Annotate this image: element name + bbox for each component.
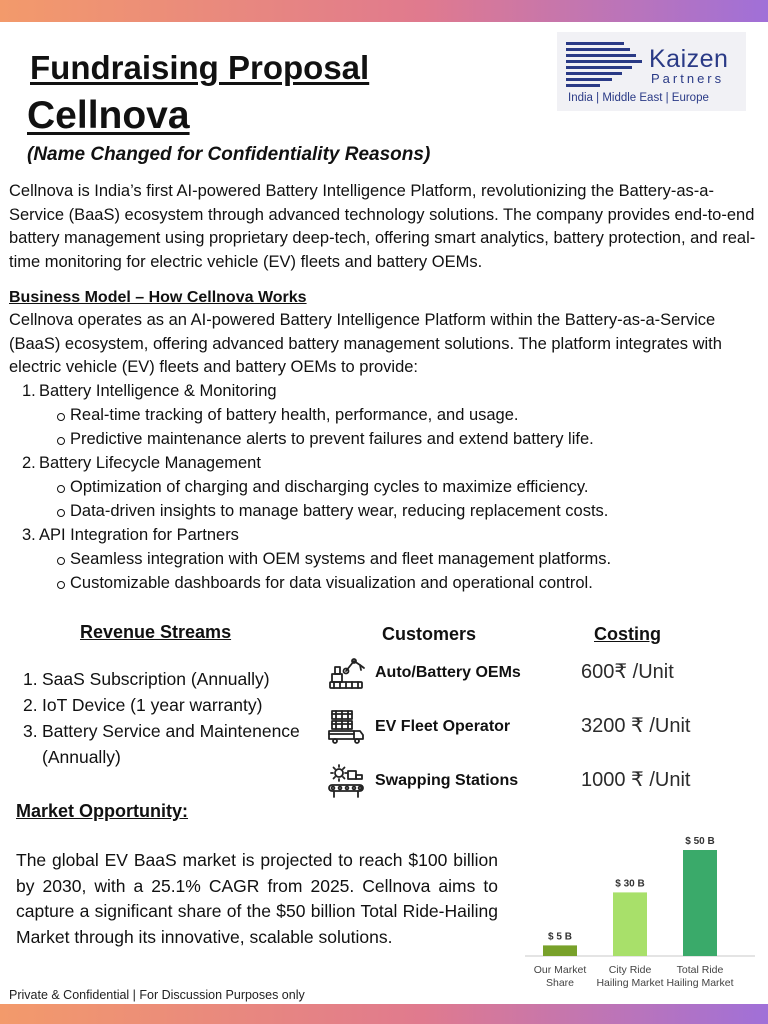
business-model-text: Cellnova operates as an AI-powered Battery Intelligence Platform within the Battery-as-a-Service (BaaS) ecosystem, offering advanced battery management solutions. The platform integrates with electric vehicle (EV) fleets and battery OEMs to provide: — [9, 311, 722, 376]
chart-category-label: Share — [545, 977, 575, 989]
feature-number: 2. — [22, 454, 36, 472]
logo-regions: India | Middle East | Europe — [568, 92, 709, 104]
fleet-truck-icon — [326, 709, 366, 745]
revenue-number: 3. — [23, 721, 38, 741]
market-size-bar-chart — [515, 830, 765, 995]
customer-cost: 3200 ₹ /Unit — [581, 715, 691, 737]
chart-data-label: $ 50 B — [685, 836, 715, 847]
intro-paragraph: Cellnova is India’s first AI-powered Battery Intelligence Platform, revolutionizing the Battery-as-a-Service (BaaS) ecosystem through advanced technology solutions. The company provides end-to-end battery management using proprietary deep-tech, offering smart analytics, battery protection, and real-time monitoring for electric vehicle (EV) fleets and battery OEMs. — [9, 182, 756, 271]
top-gradient-band — [0, 0, 768, 22]
logo-name: Kaizen — [649, 45, 729, 73]
chart-bar — [543, 945, 577, 956]
page-title: Fundraising Proposal — [30, 49, 370, 86]
customer-name: Swapping Stations — [375, 772, 519, 789]
chart-bar — [683, 850, 717, 956]
customer-name: EV Fleet Operator — [375, 718, 511, 735]
revenue-number: 1. — [23, 669, 38, 689]
feature-title: Battery Intelligence & Monitoring — [39, 382, 277, 400]
revenue-item — [9, 666, 309, 692]
confidentiality-footer: Private & Confidential | For Discussion Purposes only — [9, 988, 305, 1002]
chart-category-label: City Ride — [608, 964, 652, 976]
customer-name: Auto/Battery OEMs — [375, 664, 521, 681]
feature-number: 1. — [22, 382, 36, 400]
feature-item — [9, 379, 759, 403]
costing-heading: Costing — [594, 624, 661, 644]
feature-number: 3. — [22, 526, 36, 544]
revenue-text: Battery Service and Maintenence (Annually) — [42, 721, 300, 767]
feature-bullet: Predictive maintenance alerts to prevent failures and extend battery life. — [9, 427, 759, 451]
logo-subtitle: Partners — [651, 71, 725, 86]
revenue-list — [9, 666, 309, 770]
revenue-text: IoT Device (1 year warranty) — [42, 695, 263, 715]
feature-list — [9, 379, 759, 595]
customer-cost: 600₹ /Unit — [581, 661, 674, 683]
company-name: Cellnova — [27, 94, 190, 137]
feature-bullet: Data-driven insights to manage battery wear, reducing replacement costs. — [9, 499, 759, 523]
robot-arm-icon — [326, 655, 366, 691]
chart-bar — [613, 892, 647, 956]
chart-category-label: Hailing Market — [666, 977, 734, 989]
customer-row-oems — [326, 655, 746, 691]
revenue-item — [9, 692, 309, 718]
chart-category-label: Our Market — [533, 964, 587, 976]
bottom-gradient-band — [0, 1004, 768, 1024]
feature-title: Battery Lifecycle Management — [39, 454, 261, 472]
customer-cost: 1000 ₹ /Unit — [581, 769, 691, 791]
kaizen-partners-logo — [557, 32, 746, 111]
chart-category-label: Total Ride — [676, 964, 724, 976]
feature-title: API Integration for Partners — [39, 526, 239, 544]
confidentiality-note: (Name Changed for Confidentiality Reasons) — [27, 144, 431, 165]
market-opportunity-text: The global EV BaaS market is projected to reach $100 billion by 2030, with a 25.1% CAGR from 2025. Cellnova aims to capture a significant share of the $50 billion Total Ride-Hailing Market through its innovative, scalable solutions. — [16, 850, 498, 947]
revenue-streams-heading: Revenue Streams — [80, 622, 232, 642]
revenue-text: SaaS Subscription (Annually) — [42, 669, 270, 689]
feature-bullet: Real-time tracking of battery health, performance, and usage. — [9, 403, 759, 427]
feature-item — [9, 523, 759, 547]
customer-row-fleet — [326, 709, 746, 745]
chart-data-label: $ 30 B — [615, 878, 645, 890]
chart-category-label: Hailing Market — [596, 977, 664, 989]
customer-row-swapping — [326, 763, 746, 799]
revenue-item — [9, 718, 309, 770]
feature-bullet: Optimization of charging and discharging cycles to maximize efficiency. — [9, 475, 759, 499]
feature-item — [9, 451, 759, 475]
striped-bars-logo-icon — [566, 42, 646, 88]
chart-data-label: $ 5 B — [548, 931, 572, 943]
customers-heading: Customers — [382, 624, 477, 644]
market-opportunity-heading: Market Opportunity: — [16, 801, 189, 821]
business-model-heading: Business Model – How Cellnova Works — [9, 289, 307, 306]
feature-bullet: Customizable dashboards for data visualization and operational control. — [9, 571, 759, 595]
revenue-number: 2. — [23, 695, 38, 715]
feature-bullet: Seamless integration with OEM systems and fleet management platforms. — [9, 547, 759, 571]
gear-conveyor-icon — [326, 763, 366, 799]
